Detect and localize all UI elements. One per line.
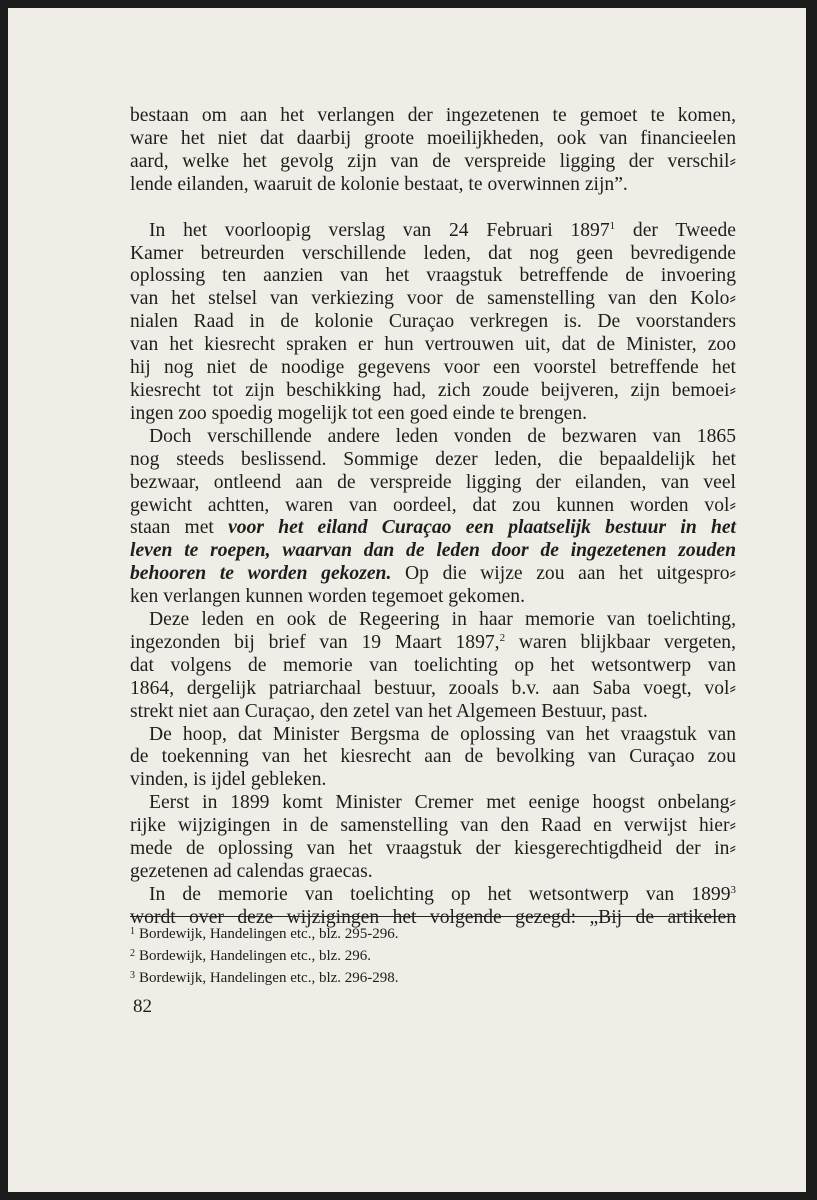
text-line: 1864, dergelijk patriarchaal bestuur, zooals b.v. aan Saba voegt, vol⸗: [130, 677, 736, 699]
text-line: rijke wijzigingen in de samenstelling van den Raad en verwijst hier⸗: [130, 815, 736, 837]
text-line: aard, welke het gevolg zijn van de verspreide ligging der verschil⸗: [130, 150, 736, 172]
footnote: $^3$ Bordewijk, Handelingen etc., blz. 296-298.: [130, 970, 399, 986]
text-line: mede de oplossing van het vraagstuk der kiesgerechtigdheid der in⸗: [130, 838, 736, 860]
text-line: nialen Raad in de kolonie Curaçao verkregen is. De voorstanders: [130, 311, 736, 333]
footnote: $^2$ Bordewijk, Handelingen etc., blz. 296.: [130, 948, 372, 964]
text-line: ken verlangen kunnen worden tegemoet gekomen.: [130, 586, 526, 608]
text-line: dat volgens de memorie van toelichting op het wetsontwerp van: [130, 654, 736, 676]
emphasis-text: voor het eiland Curaçao een plaatselijk bestuur in het: [228, 517, 736, 539]
text-line: hij nog niet de noodige gegevens voor een voorstel betreffende het: [130, 357, 736, 379]
footnote-ref: 2: [499, 631, 506, 644]
body-text: [130, 105, 736, 930]
footnote-ref: 1: [609, 219, 616, 232]
text-line: gewicht achtten, waren van oordeel, dat zou kunnen worden vol⸗: [130, 494, 736, 516]
text-line: gezetenen ad calendas graecas.: [130, 861, 373, 882]
footnote: $^1$ Bordewijk, Handelingen etc., blz. 295-296.: [130, 926, 399, 942]
text-line: staan met voor het eiland Curaçao een plaatselijk bestuur in het: [130, 517, 736, 539]
text-line: leven te roepen, waarvan dan de leden door de ingezetenen zouden: [130, 540, 736, 562]
emphasis-text: behooren te worden gekozen.: [130, 563, 392, 585]
text-line: De hoop, dat Minister Bergsma de oplossing van het vraagstuk van: [149, 723, 736, 745]
text-line: In de memorie van toelichting op het wetsontwerp van 1899$^3$: [149, 883, 736, 905]
text-line: bestaan om aan het verlangen der ingezetenen te gemoet te komen,: [130, 105, 736, 126]
footnotes: [130, 922, 736, 988]
text-line: de toekenning van het kiesrecht aan de bevolking van Curaçao zou: [130, 746, 736, 768]
text-line: bezwaar, ontleend aan de verspreide ligging der eilanden, van veel: [130, 471, 736, 493]
text-line: nog steeds beslissend. Sommige dezer leden, die bepaaldelijk het: [130, 448, 736, 470]
text-line: wordt over deze wijzigingen het volgende gezegd: „Bij de artikelen: [130, 906, 736, 928]
footnote-ref: 3: [730, 883, 736, 896]
text-line: van het stelsel van verkiezing voor de samenstelling van den Kolo⸗: [130, 288, 736, 310]
text-line: ware het niet dat daarbij groote moeilijkheden, ook van financieelen: [130, 127, 736, 149]
page-number: 82: [133, 996, 152, 1017]
text-line: strekt niet aan Curaçao, den zetel van het Algemeen Bestuur, past.: [130, 700, 648, 722]
text-line: vinden, is ijdel gebleken.: [130, 769, 327, 791]
text-line: Doch verschillende andere leden vonden de bezwaren van 1865: [149, 425, 736, 447]
text-line: ingezonden bij brief van 19 Maart 1897,$^2$ waren blijkbaar vergeten,: [130, 631, 736, 653]
text-line: kiesrecht tot zijn beschikking had, zich zoude beijveren, zijn bemoei⸗: [130, 379, 736, 401]
text-line: Kamer betreurden verschillende leden, dat nog geen bevredigende: [130, 242, 736, 264]
footnote-divider: [130, 916, 736, 917]
text-line: Eerst in 1899 komt Minister Cremer met eenige hoogst onbelang⸗: [149, 792, 736, 814]
text-line: Deze leden en ook de Regeering in haar memorie van toelichting,: [149, 609, 736, 631]
paragraph-gap: [130, 197, 736, 220]
text-line: behooren te worden gekozen. Op die wijze zou aan het uitgespro⸗: [130, 563, 737, 585]
text-line: lende eilanden, waaruit de kolonie bestaat, te overwinnen zijn”.: [130, 173, 628, 195]
text-line: In het voorloopig verslag van 24 Februari 1897$^1$ der Tweede: [149, 219, 736, 241]
text-line: van het kiesrecht spraken er hun vertrouwen uit, dat de Minister, zoo: [130, 334, 736, 356]
text-line: ingen zoo spoedig mogelijk tot een goed einde te brengen.: [130, 402, 588, 424]
text-line: oplossing ten aanzien van het vraagstuk betreffende de invoering: [130, 265, 736, 287]
